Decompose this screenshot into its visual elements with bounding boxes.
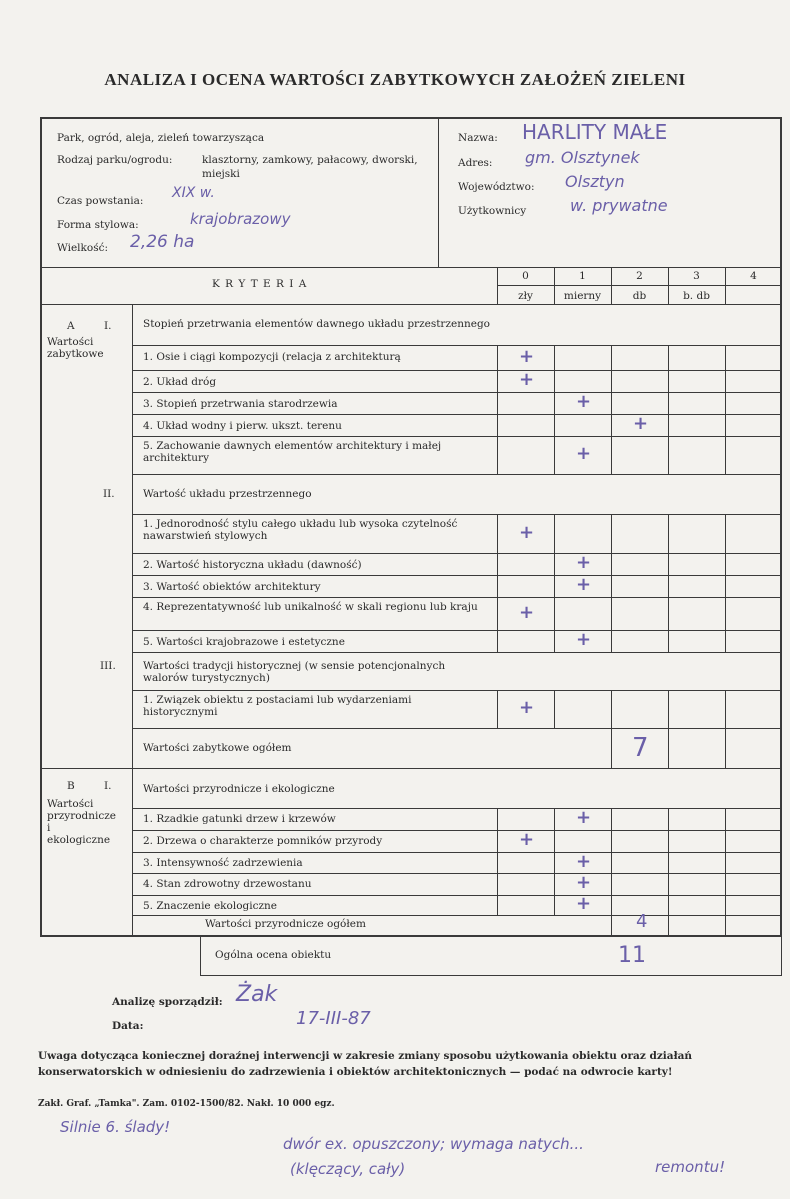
data-label: Data: [112,1020,144,1032]
criterion-2-1: 1. Jednorodność stylu całego układu lub wysoka czytelność nawarstwień stylowych [143,518,458,542]
park-type-line: Park, ogród, aleja, zieleń towarzysząca [57,132,265,144]
print-info: Zakł. Graf. „Tamka". Zam. 0102-1500/82. Nakł. 10 000 egz. [38,1099,335,1109]
criterion-2-4: 4. Reprezentatywność lub unikalność w skali regionu lub kraju [143,601,478,613]
total-zabytkowe-value: 7 [632,733,649,763]
wielkosc-value: 2,26 ha [130,232,195,252]
group-title-2: Wartość układu przestrzennego [143,488,312,500]
criteria-header: K R Y T E R I A [212,278,308,290]
mark-1-5: + [576,443,592,464]
section-a-roman-2: II. [103,488,115,500]
handwritten-note-3: (klęczący, cały) [290,1160,406,1178]
nazwa-value: HARLITY MAŁE [522,120,668,144]
handwritten-note-1: Silnie 6. ślady! [60,1118,171,1136]
rodzaj-label: Rodzaj parku/ogrodu: [57,154,173,166]
adres-label: Adres: [458,157,493,169]
analize-label: Analizę sporządził: [112,996,223,1008]
mark-2-4: + [519,601,535,623]
overall-label: Ogólna ocena obiektu [215,949,332,961]
criterion-1-5: 5. Zachowanie dawnych elementów architektury i małej architektury [143,440,442,464]
criterion-1-2: 2. Układ dróg [143,376,217,388]
mark-1-4: + [633,413,649,434]
mark-b-1: + [576,807,592,828]
mark-1-3: + [576,391,592,412]
uwaga-note: Uwaga dotycząca koniecznej doraźnej interwencji w zakresie zmiany sposobu użytkowania obiektu oraz działań konserwatorskich w odniesieniu do zadrzewienia i obiektów architektonicznych — podać na odwrocie karty! [38,1050,693,1078]
wojewodztwo-label: Województwo: [458,181,535,193]
handwritten-note-2: dwór ex. opuszczony; wymaga natych... [283,1135,584,1153]
criterion-b-2: 2. Drzewa o charakterze pomników przyrody [143,835,383,847]
section-b-name: Wartości przyrodnicze i ekologiczne [47,798,117,846]
col-num-1: 1 [579,270,586,282]
col-word-1: mierny [563,290,602,302]
section-b-code: B [67,780,75,792]
mark-2-5: + [576,629,592,650]
uzytkownicy-value: w. prywatne [570,196,668,215]
mark-2-2: + [576,552,592,573]
forma-value: krajobrazowy [190,210,291,228]
section-b-roman: I. [104,780,112,792]
handwritten-note-4: remontu! [655,1158,726,1176]
criterion-b-3: 3. Intensywność zadrzewienia [143,857,303,869]
adres-value: gm. Olsztynek [525,148,640,167]
criterion-2-3: 3. Wartość obiektów architektury [143,581,321,593]
group-title-1: Stopień przetrwania elementów dawnego układu przestrzennego [143,318,490,330]
wielkosc-label: Wielkość: [57,242,109,254]
group-title-3: Wartości tradycji historycznej (w sensie potencjonalnych walorów turystycznych) [143,660,446,684]
mark-1-2: + [519,369,535,390]
overall-value: 11 [618,943,646,968]
col-num-2: 2 [636,270,643,282]
mark-1-1: + [519,345,535,367]
rodzaj-options-2: miejski [202,168,240,180]
total-przyrodnicze-value: 4 [636,911,648,932]
forma-label: Forma stylowa: [57,219,139,231]
criterion-b-1: 1. Rzadkie gatunki drzew i krzewów [143,813,336,825]
criterion-1-4: 4. Układ wodny i pierw. ukszt. terenu [143,420,342,432]
col-num-4: 4 [750,270,757,282]
col-word-0: zły [518,290,533,302]
col-word-2: db [632,290,647,302]
mark-2-3: + [576,574,592,595]
mark-b-2: + [519,829,535,850]
mark-2-1: + [519,521,535,543]
nazwa-label: Nazwa: [458,132,498,144]
total-zabytkowe-label: Wartości zabytkowe ogółem [143,742,292,754]
uzytkownicy-label: Użytkownicy [458,205,527,217]
czas-value: XIX w. [172,185,215,201]
czas-label: Czas powstania: [57,195,144,207]
section-a-roman: I. [104,320,112,332]
section-a-code: A [67,320,75,332]
criterion-1-3: 3. Stopień przetrwania starodrzewia [143,398,338,410]
wojewodztwo-value: Olsztyn [565,172,625,191]
mark-3-1: + [519,697,535,718]
mark-b-5: + [576,893,592,914]
criterion-b-4: 4. Stan zdrowotny drzewostanu [143,878,312,890]
page-title: ANALIZA I OCENA WARTOŚCI ZABYTKOWYCH ZAŁOŻEŃ ZIELENI [104,70,686,89]
col-word-3: b. db [683,290,710,302]
group-title-b: Wartości przyrodnicze i ekologiczne [143,783,335,795]
section-a-roman-3: III. [100,660,116,672]
total-przyrodnicze-label: Wartości przyrodnicze ogółem [205,918,366,930]
col-num-3: 3 [693,270,700,282]
rodzaj-options: klasztorny, zamkowy, pałacowy, dworski, [202,154,418,166]
section-a-name: Wartości zabytkowe [47,336,104,360]
mark-b-4: + [576,872,592,893]
signature: Żak [236,982,278,1007]
criterion-1-1: 1. Osie i ciągi kompozycji (relacja z architekturą [143,351,401,363]
col-num-0: 0 [522,270,529,282]
criterion-b-5: 5. Znaczenie ekologiczne [143,900,278,912]
criterion-2-5: 5. Wartości krajobrazowe i estetyczne [143,636,345,648]
criterion-2-2: 2. Wartość historyczna układu (dawność) [143,559,362,571]
mark-b-3: + [576,850,592,872]
data-value: 17-III-87 [296,1008,371,1029]
criterion-3-1: 1. Związek obiektu z postaciami lub wydarzeniami historycznymi [143,694,412,718]
